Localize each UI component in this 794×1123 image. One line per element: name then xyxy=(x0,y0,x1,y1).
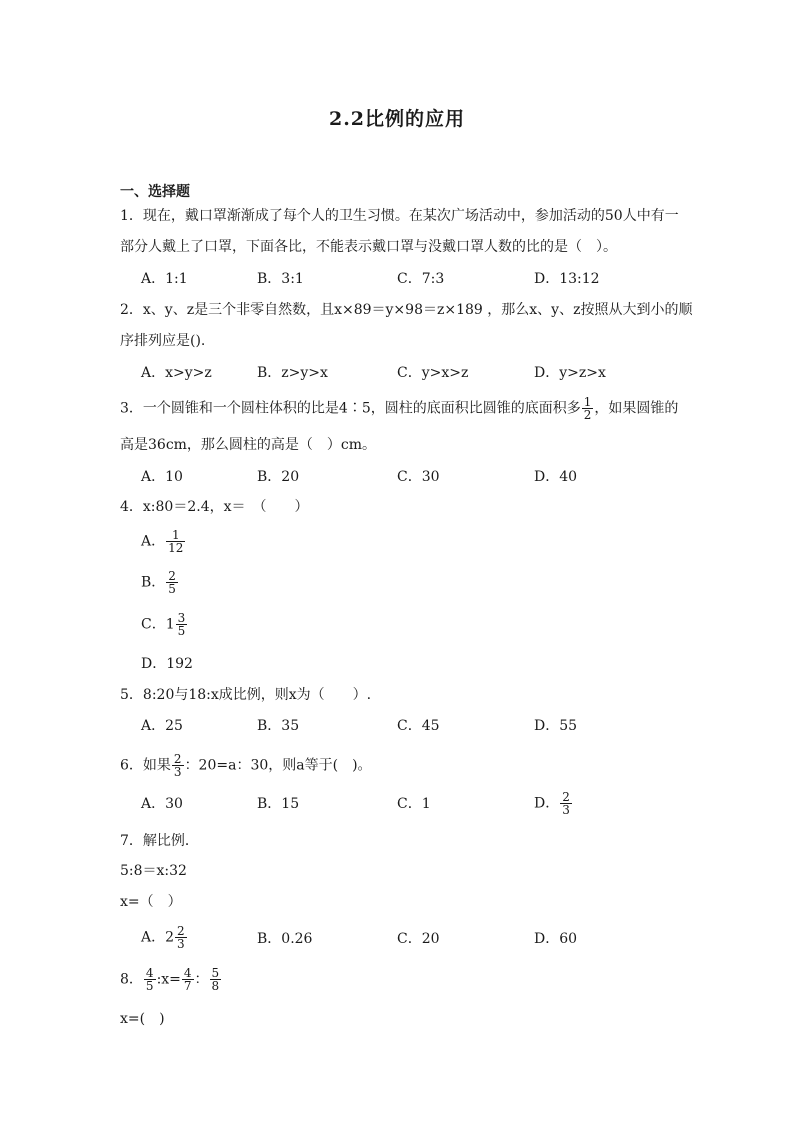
q1-option-c: C．7:3 xyxy=(397,271,445,287)
q2-option-d: D．y>z>x xyxy=(534,365,606,381)
q4-option-c-whole: 1 xyxy=(165,616,175,633)
numerator: 2 xyxy=(173,752,182,766)
numerator: 4 xyxy=(183,966,192,980)
q5-option-b: B．35 xyxy=(257,718,300,734)
denominator: 7 xyxy=(183,979,192,993)
denominator: 8 xyxy=(211,979,220,993)
q2-stem-line2: 序排列应是(). xyxy=(120,333,206,349)
numerator: 3 xyxy=(177,611,186,625)
denominator: 3 xyxy=(173,765,182,779)
numerator: 2 xyxy=(168,569,176,583)
q3-fraction-denominator: 2 xyxy=(583,408,592,422)
denominator: 5 xyxy=(145,979,154,993)
q8-text-mid: :x= xyxy=(156,971,181,988)
q6-fraction xyxy=(172,753,184,778)
q6-text-a: 6．如果 xyxy=(120,757,171,774)
q8-label: 8． xyxy=(120,971,143,988)
q4-option-c xyxy=(141,612,188,637)
q5-stem: 5．8:20与18:x成比例，则x为（ ）. xyxy=(120,687,372,703)
q4-option-b-label: B． xyxy=(141,574,166,591)
q5-option-d: D．55 xyxy=(534,718,578,734)
q2-option-a: A．x>y>z xyxy=(141,365,212,381)
denominator: 3 xyxy=(177,937,185,951)
section-heading: 一、选择题 xyxy=(120,184,190,200)
q3-stem-line1 xyxy=(120,396,678,421)
q4-option-c-fraction xyxy=(176,612,188,637)
q7-stem: 7．解比例． xyxy=(120,833,199,849)
q8-separator: ： xyxy=(194,971,209,988)
q4-option-b-fraction xyxy=(166,570,178,595)
q8-fraction-3 xyxy=(210,967,222,992)
q4-stem: 4．x:80＝2.4，x＝ （ ） xyxy=(120,499,309,515)
q6-option-a: A．30 xyxy=(141,796,183,812)
q5-option-a: A．25 xyxy=(141,718,183,734)
q2-option-b: B．z>y>x xyxy=(257,365,328,381)
denominator: 5 xyxy=(177,624,186,638)
q7-option-b: B．0.26 xyxy=(257,931,313,947)
q3-text-a: 3．一个圆锥和一个圆柱体积的比是4∶5，圆柱的底面积比圆锥的底面积多 xyxy=(120,400,581,417)
q7-equation: 5:8＝x:32 xyxy=(120,863,187,879)
q6-stem xyxy=(120,753,372,778)
q4-option-d: D．192 xyxy=(141,656,193,672)
q1-stem-line1: 1．现在，戴口罩渐渐成了每个人的卫生习惯。在某次广场活动中，参加活动的50人中有一 xyxy=(120,208,679,224)
numerator: 2 xyxy=(562,790,570,804)
q5-option-c: C．45 xyxy=(397,718,440,734)
numerator: 5 xyxy=(211,966,220,980)
q4-option-c-label: C． xyxy=(141,616,166,633)
q4-option-a xyxy=(141,529,186,554)
q7-option-a xyxy=(141,925,188,950)
q2-option-c: C．y>x>z xyxy=(397,365,469,381)
q8-answer-blank: x=( ) xyxy=(120,1011,165,1027)
q4-option-b xyxy=(141,570,179,595)
numerator: 1 xyxy=(166,529,185,542)
denominator: 12 xyxy=(168,541,184,555)
denominator: 5 xyxy=(168,582,176,596)
q3-fraction-numerator: 1 xyxy=(583,395,592,409)
q3-stem-line2: 高是36cm，那么圆柱的高是（ ）cm。 xyxy=(120,437,377,453)
q3-option-c: C．30 xyxy=(397,469,440,485)
q3-text-b: ，如果圆锥的 xyxy=(594,400,679,417)
q6-option-d xyxy=(534,791,573,816)
page-title: 2.2比例的应用 xyxy=(328,108,466,130)
q8-fraction-1 xyxy=(144,967,156,992)
q8-stem xyxy=(120,967,222,992)
q1-option-a: A．1:1 xyxy=(141,271,188,287)
q3-option-a: A．10 xyxy=(141,469,183,485)
q7-option-d: D．60 xyxy=(534,931,578,947)
q3-fraction xyxy=(582,396,594,421)
q7-answer-blank: x=（ ） xyxy=(120,894,182,910)
q7-option-a-label: A． xyxy=(141,929,166,946)
q7-option-c: C．20 xyxy=(397,931,440,947)
q7-option-a-whole: 2 xyxy=(165,929,175,946)
q6-option-d-fraction xyxy=(560,791,572,816)
q8-fraction-2 xyxy=(182,967,194,992)
numerator: 2 xyxy=(177,924,185,938)
q6-option-d-label: D． xyxy=(534,795,560,812)
q6-option-b: B．15 xyxy=(257,796,300,812)
q6-text-b: ：20=a：30，则a等于( )。 xyxy=(184,757,372,774)
q7-option-a-fraction xyxy=(175,925,187,950)
denominator: 3 xyxy=(562,803,570,817)
q1-stem-line2: 部分人戴上了口罩，下面各比，不能表示戴口罩与没戴口罩人数的比的是（ ）。 xyxy=(120,239,617,255)
q2-stem-line1: 2．x、y、z是三个非零自然数，且x×89＝y×98＝z×189 ，那么x、y、z按照从大到小的顺 xyxy=(120,302,693,318)
q4-option-a-fraction xyxy=(166,529,185,554)
q3-option-d: D．40 xyxy=(534,469,578,485)
q3-option-b: B．20 xyxy=(257,469,300,485)
numerator: 4 xyxy=(145,966,154,980)
q6-option-c: C．1 xyxy=(397,796,431,812)
q1-option-b: B．3:1 xyxy=(257,271,304,287)
q1-option-d: D．13:12 xyxy=(534,271,600,287)
q4-option-a-label: A． xyxy=(141,533,166,550)
